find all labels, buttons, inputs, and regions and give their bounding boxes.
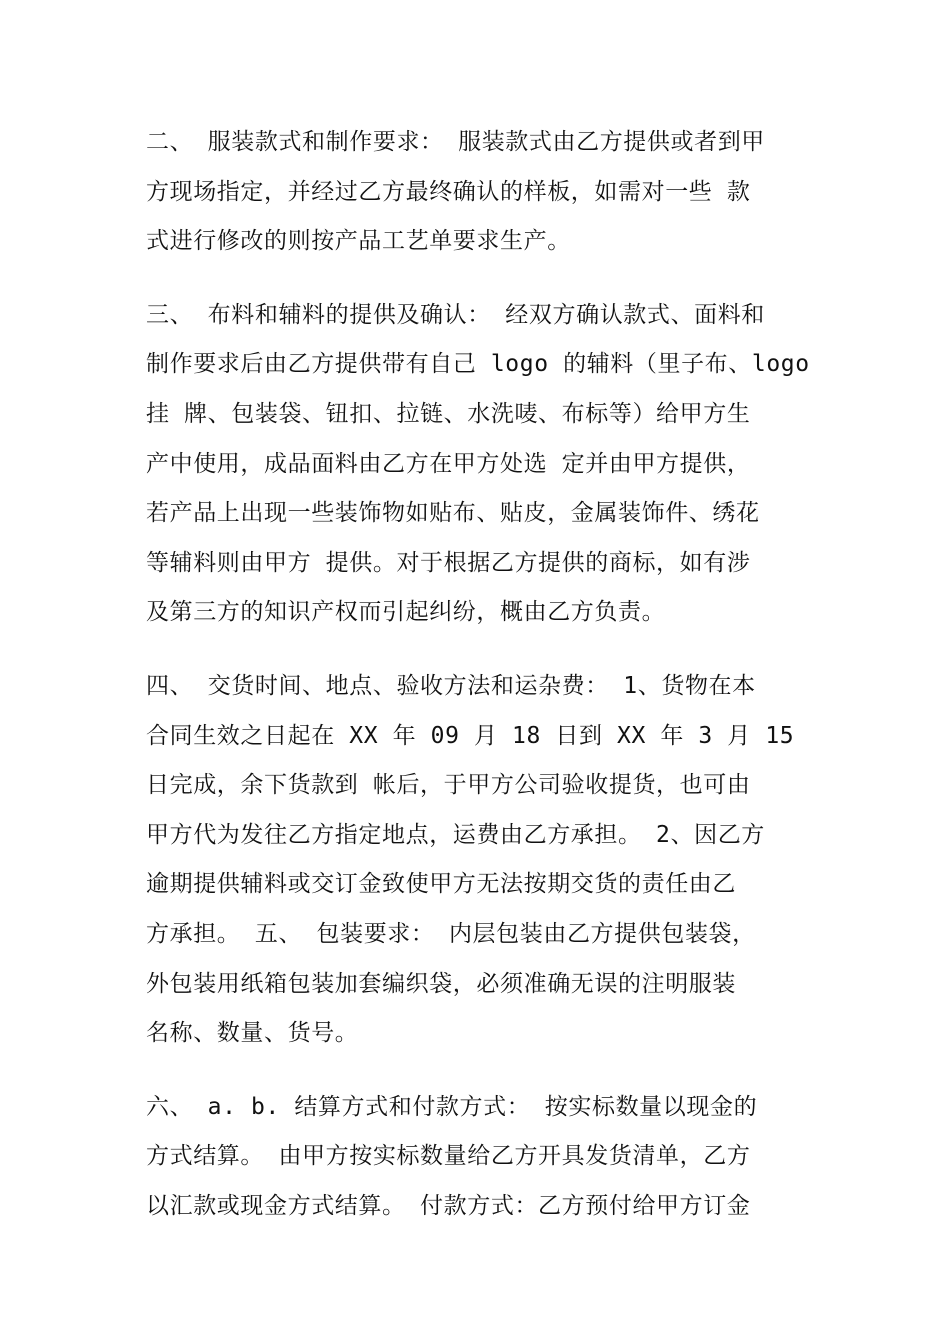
text-line: 甲方代为发往乙方指定地点，运费由乙方承担。 2、因乙方: [146, 821, 765, 848]
text-line: 六、 a. b. 结算方式和付款方式： 按实标数量以现金的: [146, 1093, 758, 1120]
text-line: 合同生效之日起在 XX 年 09 月 18 日到 XX 年 3 月 15: [146, 722, 795, 749]
text-line: 名称、数量、货号。: [146, 1020, 359, 1047]
document-body: [146, 118, 816, 1255]
paragraph-clothing-style-requirements: [146, 118, 816, 267]
text-line: 方式结算。 由甲方按实标数量给乙方开具发货清单，乙方: [146, 1143, 751, 1170]
paragraph-delivery-packaging: [146, 662, 816, 1059]
text-line: 挂 牌、包装袋、钮扣、拉链、水洗唛、布标等）给甲方生: [146, 400, 751, 427]
text-line: 外包装用纸箱包装加套编织袋，必须准确无误的注明服装: [146, 970, 736, 997]
text-line: 若产品上出现一些装饰物如贴布、贴皮，金属装饰件、绣花: [146, 500, 760, 527]
text-line: 等辅料则由甲方 提供。对于根据乙方提供的商标，如有涉: [146, 549, 751, 576]
text-line: 三、 布料和辅料的提供及确认： 经双方确认款式、面料和: [146, 301, 765, 328]
text-line: 方承担。 五、 包装要求： 内层包装由乙方提供包装袋，: [146, 920, 756, 947]
text-line: 产中使用，成品面料由乙方在甲方处选 定并由甲方提供，: [146, 450, 751, 477]
text-line: 式进行修改的则按产品工艺单要求生产。: [146, 228, 571, 255]
text-line: 日完成，余下货款到 帐后，于甲方公司验收提货，也可由: [146, 772, 751, 799]
text-line: 二、 服装款式和制作要求： 服装款式由乙方提供或者到甲: [146, 129, 765, 155]
text-line: 方现场指定，并经过乙方最终确认的样板，如需对一些 款: [146, 178, 751, 205]
text-line: 及第三方的知识产权而引起纠纷，概由乙方负责。: [146, 599, 666, 626]
text-line: 以汇款或现金方式结算。 付款方式：乙方预付给甲方订金: [146, 1192, 751, 1219]
text-line: 制作要求后由乙方提供带有自己 logo 的辅料（里子布、logo: [146, 351, 810, 378]
text-line: 逾期提供辅料或交订金致使甲方无法按期交货的责任由乙: [146, 871, 736, 898]
text-line: 四、 交货时间、地点、验收方法和运杂费： 1、货物在本: [146, 672, 756, 699]
paragraph-fabric-accessories: [146, 291, 816, 638]
paragraph-settlement-payment: [146, 1083, 816, 1232]
